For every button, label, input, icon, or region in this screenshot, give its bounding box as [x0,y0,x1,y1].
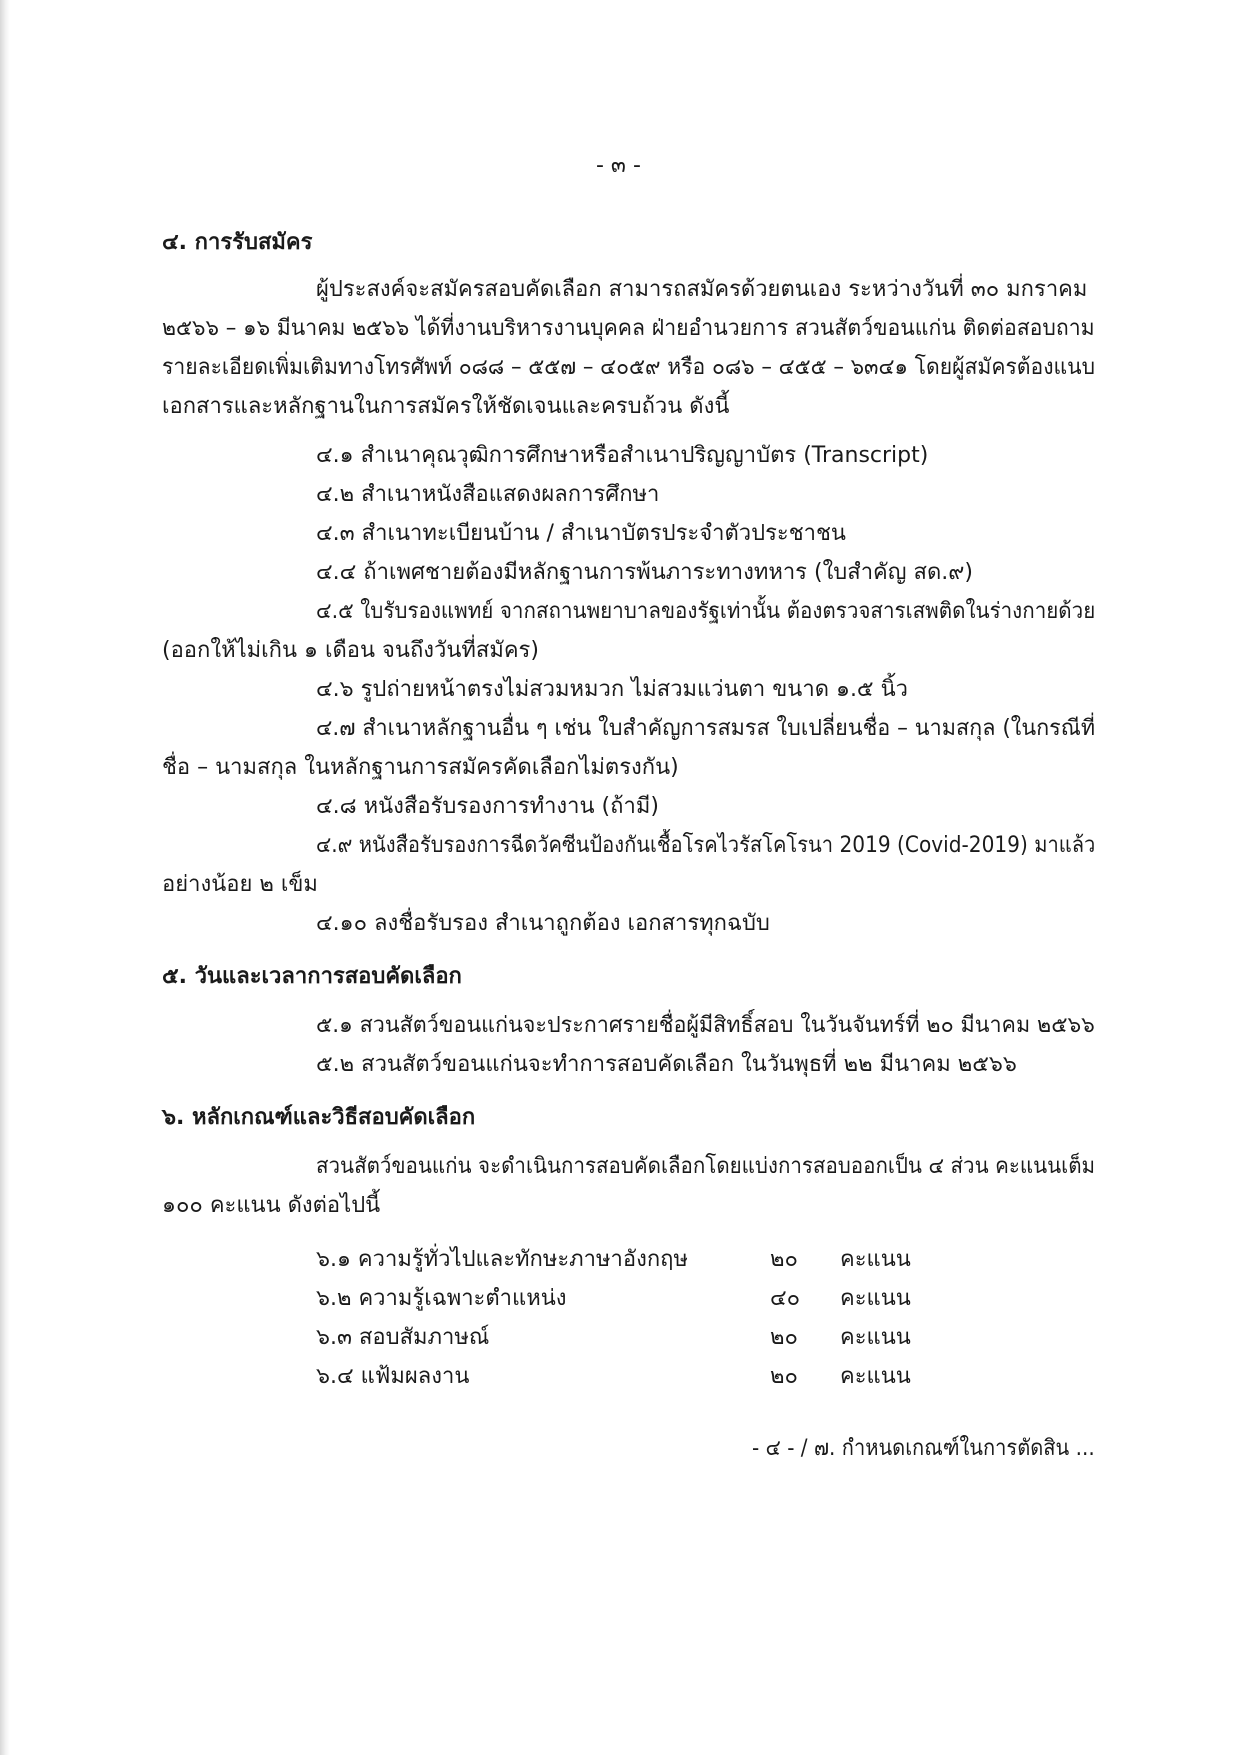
score-points: ๔๐ [770,1286,801,1311]
score-label: ๖.๒ ความรู้เฉพาะตำแหน่ง [316,1286,567,1311]
section-4-heading: ๔. การรับสมัคร [162,230,313,255]
doc-item-4-10: ๔.๑๐ ลงชื่อรับรอง สำเนาถูกต้อง เอกสารทุกฉบับ [316,911,770,936]
doc-item-4-3: ๔.๓ สำเนาทะเบียนบ้าน / สำเนาบัตรประจำตัวประชาชน [316,521,846,546]
scan-binding-edge [0,0,10,1755]
section-4-intro-line-1: ผู้ประสงค์จะสมัครสอบคัดเลือก สามารถสมัครด้วยตนเอง ระหว่างวันที่ ๓๐ มกราคม [316,277,1088,302]
doc-item-4-7-cont: ชื่อ – นามสกุล ในหลักฐานการสมัครคัดเลือกไม่ตรงกัน) [162,755,679,780]
score-unit: คะแนน [840,1364,911,1389]
score-points: ๒๐ [770,1247,798,1272]
doc-item-4-5: ๔.๕ ใบรับรองแพทย์ จากสถานพยาบาลของรัฐเท่านั้น ต้องตรวจสารเสพติดในร่างกายด้วย [316,599,1096,624]
doc-item-4-7: ๔.๗ สำเนาหลักฐานอื่น ๆ เช่น ใบสำคัญการสมรส ใบเปลี่ยนชื่อ – นามสกุล (ในกรณีที่ [316,716,1096,741]
score-points: ๒๐ [770,1325,798,1350]
section-4-intro-line-4: เอกสารและหลักฐานในการสมัครให้ชัดเจนและครบถ้วน ดังนี้ [162,394,730,419]
doc-item-4-6: ๔.๖ รูปถ่ายหน้าตรงไม่สวมหมวก ไม่สวมแว่นตา ขนาด ๑.๕ นิ้ว [316,677,908,702]
doc-item-4-9: ๔.๙ หนังสือรับรองการฉีดวัคซีนป้องกันเชื้อโรคไวรัสโคโรนา 2019 (Covid-2019) มาแล้ว [316,833,1096,858]
doc-item-4-5-cont: (ออกให้ไม่เกิน ๑ เดือน จนถึงวันที่สมัคร) [162,638,539,663]
doc-item-4-1: ๔.๑ สำเนาคุณวุฒิการศึกษาหรือสำเนาปริญญาบัตร (Transcript) [316,443,929,468]
score-unit: คะแนน [840,1325,911,1350]
score-label: ๖.๔ แฟ้มผลงาน [316,1364,470,1389]
continuation-note: - ๔ - / ๗. กำหนดเกณฑ์ในการตัดสิน ... [752,1436,1095,1461]
page-number: - ๓ - [596,153,641,178]
section-4-intro-line-2: ๒๕๖๖ – ๑๖ มีนาคม ๒๕๖๖ ได้ที่งานบริหารงานบุคคล ฝ่ายอำนวยการ สวนสัตว์ขอนแก่น ติดต่อสอบถาม [162,316,1095,341]
section-6-heading: ๖. หลักเกณฑ์และวิธีสอบคัดเลือก [162,1105,476,1130]
score-points: ๒๐ [770,1364,798,1389]
doc-item-4-4: ๔.๔ ถ้าเพศชายต้องมีหลักฐานการพ้นภาระทางทหาร (ใบสำคัญ สด.๙) [316,560,973,585]
score-unit: คะแนน [840,1286,911,1311]
score-unit: คะแนน [840,1247,911,1272]
score-label: ๖.๓ สอบสัมภาษณ์ [316,1325,490,1350]
exam-item-5-1: ๕.๑ สวนสัตว์ขอนแก่นจะประกาศรายชื่อผู้มีสิทธิ์สอบ ในวันจันทร์ที่ ๒๐ มีนาคม ๒๕๖๖ [316,1013,1095,1038]
doc-item-4-8: ๔.๘ หนังสือรับรองการทำงาน (ถ้ามี) [316,794,659,819]
exam-item-5-2: ๕.๒ สวนสัตว์ขอนแก่นจะทำการสอบคัดเลือก ในวันพุธที่ ๒๒ มีนาคม ๒๕๖๖ [316,1052,1017,1077]
section-6-intro-line-2: ๑๐๐ คะแนน ดังต่อไปนี้ [162,1193,381,1218]
doc-item-4-2: ๔.๒ สำเนาหนังสือแสดงผลการศึกษา [316,482,660,507]
section-6-intro-line-1: สวนสัตว์ขอนแก่น จะดำเนินการสอบคัดเลือกโดยแบ่งการสอบออกเป็น ๔ ส่วน คะแนนเต็ม [316,1154,1096,1179]
section-4-intro-line-3: รายละเอียดเพิ่มเติมทางโทรศัพท์ ๐๘๘ – ๕๕๗ – ๔๐๕๙ หรือ ๐๘๖ – ๔๕๕ – ๖๓๔๑ โดยผู้สมัครต้องแนบ [162,355,1096,380]
section-5-heading: ๕. วันและเวลาการสอบคัดเลือก [162,964,462,989]
doc-item-4-9-cont: อย่างน้อย ๒ เข็ม [162,872,318,897]
score-label: ๖.๑ ความรู้ทั่วไปและทักษะภาษาอังกฤษ [316,1247,688,1272]
